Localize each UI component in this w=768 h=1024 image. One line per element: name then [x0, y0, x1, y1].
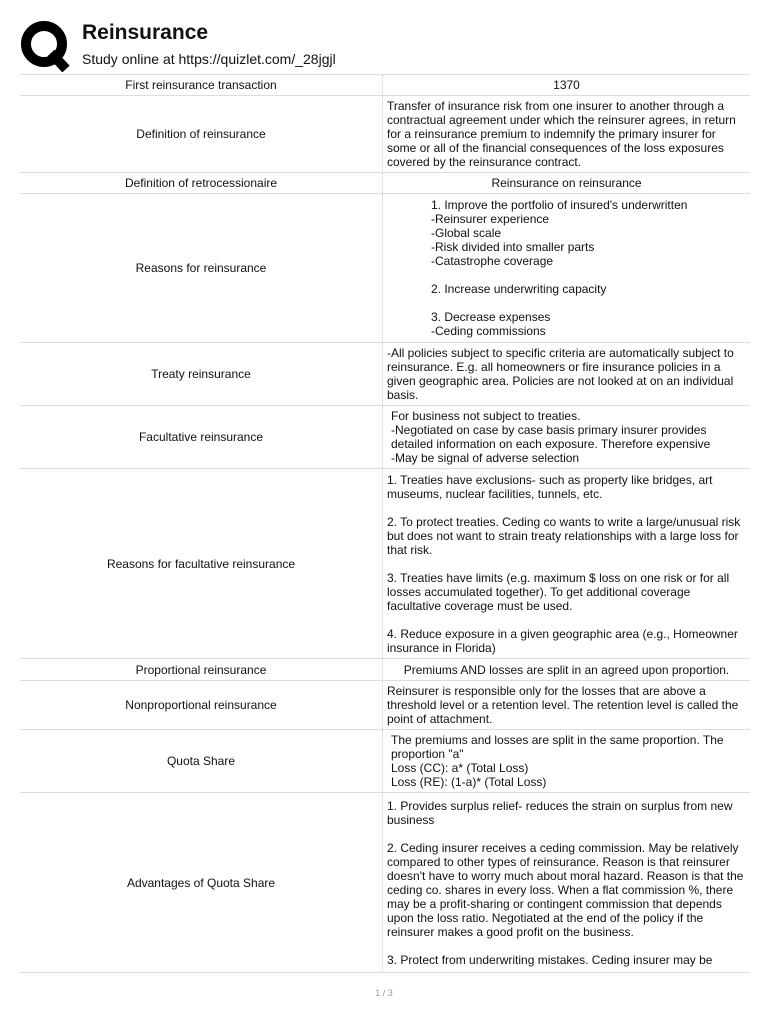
table-row	[20, 75, 750, 96]
definition-cell: The premiums and losses are split in the same proportion. The proportion "a" Loss (CC): a* (Total Loss) Loss (RE): (1-a)* (Total Loss)	[383, 730, 751, 793]
term-cell: Reasons for reinsurance	[20, 194, 383, 343]
table-row	[20, 343, 750, 406]
table-row	[20, 659, 750, 681]
definition-cell: For business not subject to treaties. -Negotiated on case by case basis primary insurer provides detailed information on each exposure. Therefore expensive -May be signal of adverse selection	[383, 406, 751, 469]
table-row	[20, 681, 750, 730]
study-online-link[interactable]: Study online at https://quizlet.com/_28jgjl	[82, 51, 336, 67]
definition-cell: Reinsurer is responsible only for the losses that are above a threshold level or a retention level. The retention level is called the point of attachment.	[383, 681, 751, 730]
definition-cell: Transfer of insurance risk from one insurer to another through a contractual agreement under which the reinsurer agrees, in return for a reinsurance premium to indemnify the primary insurer for some or all of the financial consequences of the loss exposures covered by the reinsurance contract.	[383, 96, 751, 173]
term-cell: Nonproportional reinsurance	[20, 681, 383, 730]
page-number: 1 / 3	[375, 988, 393, 998]
term-cell: Definition of retrocessionaire	[20, 173, 383, 194]
term-cell: Treaty reinsurance	[20, 343, 383, 406]
table-row	[20, 730, 750, 793]
term-cell: Quota Share	[20, 730, 383, 793]
term-cell: Proportional reinsurance	[20, 659, 383, 681]
table-row	[20, 793, 750, 973]
table-row	[20, 96, 750, 173]
term-cell: Definition of reinsurance	[20, 96, 383, 173]
definition-cell: 1370	[383, 75, 751, 96]
quizlet-q-logo-icon	[20, 20, 72, 72]
definition-cell: 1. Treaties have exclusions- such as property like bridges, art museums, nuclear facilities, tunnels, etc. 2. To protect treaties. Ceding co wants to write a large/unusual risk but does not want to strain treaty relationships with a large loss for that risk. 3. Treaties have limits (e.g. maximum $ loss on one risk or for all losses accumulated together). To get additional coverage facultative coverage must be used. 4. Reduce exposure in a given geographic area (e.g., Homeowner insurance in Florida)	[383, 469, 751, 659]
table-row	[20, 194, 750, 343]
definition-cell: -All policies subject to specific criteria are automatically subject to reinsurance. E.g. all homeowners or fire insurance policies in a given geographic area. Policies are not looked at on an individual basis.	[383, 343, 751, 406]
page-header	[20, 18, 750, 74]
definition-cell: Reinsurance on reinsurance	[383, 173, 751, 194]
term-cell: Reasons for facultative reinsurance	[20, 469, 383, 659]
flashcard-table	[20, 74, 750, 973]
term-cell: Facultative reinsurance	[20, 406, 383, 469]
term-cell: First reinsurance transaction	[20, 75, 383, 96]
table-row	[20, 469, 750, 659]
definition-cell: Premiums AND losses are split in an agreed upon proportion.	[383, 659, 751, 681]
table-row	[20, 173, 750, 194]
definition-cell: 1. Improve the portfolio of insured's underwritten -Reinsurer experience -Global scale -Risk divided into smaller parts -Catastrophe coverage 2. Increase underwriting capacity 3. Decrease expenses -Ceding commissions	[383, 194, 751, 343]
term-cell: Advantages of Quota Share	[20, 793, 383, 973]
definition-cell: 1. Provides surplus relief- reduces the strain on surplus from new business 2. Ceding insurer receives a ceding commission. May be relatively compared to other types of reinsurance. Reason is that reinsurer doesn't have to worry much about moral hazard. Reason is that the ceding co. shares in every loss. When a flat commission %, there may be a profit-sharing or contingent commission that depends upon the loss ratio. Negotiated at the end of the policy if the reinsurer makes a good profit on the business. 3. Protect from underwriting mistakes. Ceding insurer may be	[383, 793, 751, 973]
page-title: Reinsurance	[82, 21, 209, 44]
table-row	[20, 406, 750, 469]
